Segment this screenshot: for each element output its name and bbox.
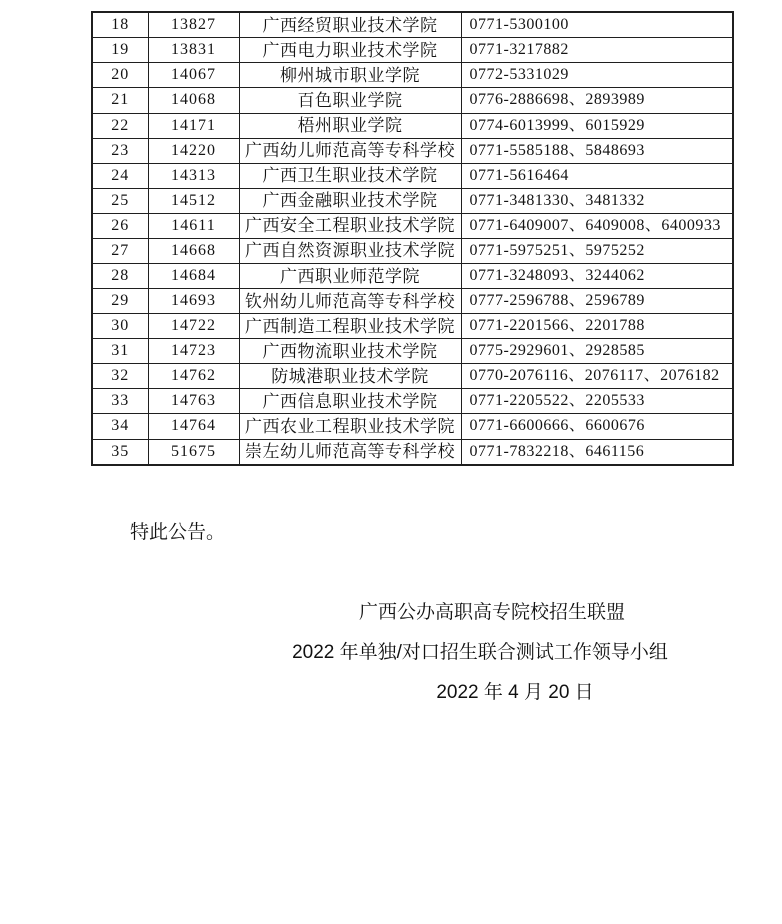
table-row (92, 263, 733, 288)
signature-org-line: 广西公办高职高专院校招生联盟 (358, 602, 626, 623)
table-cell-phone: 0771-3217882 (461, 38, 733, 63)
table-cell-phone: 0772-5331029 (461, 63, 733, 88)
table-cell-index: 30 (92, 314, 148, 339)
table-cell-index: 19 (92, 38, 148, 63)
table-row (92, 364, 733, 389)
table-cell-school-code: 14220 (148, 138, 239, 163)
table-cell-phone: 0771-2205522、2205533 (461, 389, 733, 414)
table-cell-index: 32 (92, 364, 148, 389)
table-cell-school-name: 百色职业学院 (239, 88, 461, 113)
table-cell-school-name: 柳州城市职业学院 (239, 63, 461, 88)
table-cell-school-name: 钦州幼儿师范高等专科学校 (239, 289, 461, 314)
table-cell-index: 28 (92, 263, 148, 288)
table-row (92, 88, 733, 113)
table-row (92, 138, 733, 163)
table-cell-phone: 0777-2596788、2596789 (461, 289, 733, 314)
table-row (92, 213, 733, 238)
table-cell-school-code: 14611 (148, 213, 239, 238)
table-cell-index: 25 (92, 188, 148, 213)
table-row (92, 188, 733, 213)
table-cell-index: 22 (92, 113, 148, 138)
table-cell-index: 21 (92, 88, 148, 113)
table-cell-school-name: 广西卫生职业技术学院 (239, 163, 461, 188)
table-cell-index: 23 (92, 138, 148, 163)
table-cell-school-code: 14763 (148, 389, 239, 414)
table-cell-school-code: 13827 (148, 12, 239, 38)
table-cell-phone: 0771-6409007、6409008、6400933 (461, 213, 733, 238)
table-row (92, 289, 733, 314)
table-cell-school-code: 14723 (148, 339, 239, 364)
table-cell-phone: 0771-5300100 (461, 12, 733, 38)
table-cell-school-code: 51675 (148, 439, 239, 465)
table-cell-index: 29 (92, 289, 148, 314)
table-cell-phone: 0775-2929601、2928585 (461, 339, 733, 364)
table-cell-school-code: 14762 (148, 364, 239, 389)
table-cell-school-name: 广西信息职业技术学院 (239, 389, 461, 414)
table-cell-school-name: 广西电力职业技术学院 (239, 38, 461, 63)
table-cell-phone: 0771-5585188、5848693 (461, 138, 733, 163)
table-cell-index: 31 (92, 339, 148, 364)
table-cell-school-code: 14512 (148, 188, 239, 213)
table-cell-index: 18 (92, 12, 148, 38)
table-cell-index: 35 (92, 439, 148, 465)
table-row (92, 439, 733, 465)
table-cell-phone: 0770-2076116、2076117、2076182 (461, 364, 733, 389)
table-cell-index: 24 (92, 163, 148, 188)
table-cell-school-name: 广西物流职业技术学院 (239, 339, 461, 364)
schools-table (91, 11, 734, 466)
table-cell-index: 33 (92, 389, 148, 414)
table-cell-index: 26 (92, 213, 148, 238)
table-cell-school-code: 14684 (148, 263, 239, 288)
table-cell-phone: 0771-2201566、2201788 (461, 314, 733, 339)
signature-group-line: 2022 年单独/对口招生联合测试工作领导小组 (292, 642, 668, 663)
table-cell-phone: 0771-7832218、6461156 (461, 439, 733, 465)
table-cell-phone: 0774-6013999、6015929 (461, 113, 733, 138)
table-cell-school-name: 广西经贸职业技术学院 (239, 12, 461, 38)
table-cell-school-code: 13831 (148, 38, 239, 63)
table-cell-school-name: 广西农业工程职业技术学院 (239, 414, 461, 439)
table-cell-school-name: 防城港职业技术学院 (239, 364, 461, 389)
table-cell-index: 27 (92, 238, 148, 263)
table-cell-school-code: 14067 (148, 63, 239, 88)
table-cell-school-code: 14171 (148, 113, 239, 138)
closing-statement: 特此公告。 (130, 522, 226, 543)
table-row (92, 314, 733, 339)
table-row (92, 163, 733, 188)
table-cell-school-code: 14722 (148, 314, 239, 339)
table-row (92, 63, 733, 88)
table-cell-school-name: 广西金融职业技术学院 (239, 188, 461, 213)
table-cell-school-code: 14668 (148, 238, 239, 263)
table-cell-phone: 0771-5616464 (461, 163, 733, 188)
table-cell-phone: 0771-5975251、5975252 (461, 238, 733, 263)
table-cell-phone: 0771-6600666、6600676 (461, 414, 733, 439)
table-cell-school-code: 14693 (148, 289, 239, 314)
table-cell-phone: 0776-2886698、2893989 (461, 88, 733, 113)
table-cell-school-name: 广西幼儿师范高等专科学校 (239, 138, 461, 163)
table-cell-school-name: 广西安全工程职业技术学院 (239, 213, 461, 238)
table-cell-school-name: 广西职业师范学院 (239, 263, 461, 288)
table-row (92, 389, 733, 414)
table-cell-index: 34 (92, 414, 148, 439)
table-cell-school-code: 14764 (148, 414, 239, 439)
table-cell-school-code: 14068 (148, 88, 239, 113)
table-cell-phone: 0771-3248093、3244062 (461, 263, 733, 288)
schools-table-body (92, 12, 733, 465)
table-row (92, 339, 733, 364)
table-row (92, 38, 733, 63)
table-cell-school-name: 梧州职业学院 (239, 113, 461, 138)
table-cell-index: 20 (92, 63, 148, 88)
table-row (92, 238, 733, 263)
table-cell-school-name: 广西自然资源职业技术学院 (239, 238, 461, 263)
table-cell-school-name: 崇左幼儿师范高等专科学校 (239, 439, 461, 465)
table-cell-school-name: 广西制造工程职业技术学院 (239, 314, 461, 339)
table-cell-phone: 0771-3481330、3481332 (461, 188, 733, 213)
table-row (92, 113, 733, 138)
table-cell-school-code: 14313 (148, 163, 239, 188)
table-row (92, 12, 733, 38)
table-row (92, 414, 733, 439)
signature-date-line: 2022 年 4 月 20 日 (436, 682, 594, 703)
